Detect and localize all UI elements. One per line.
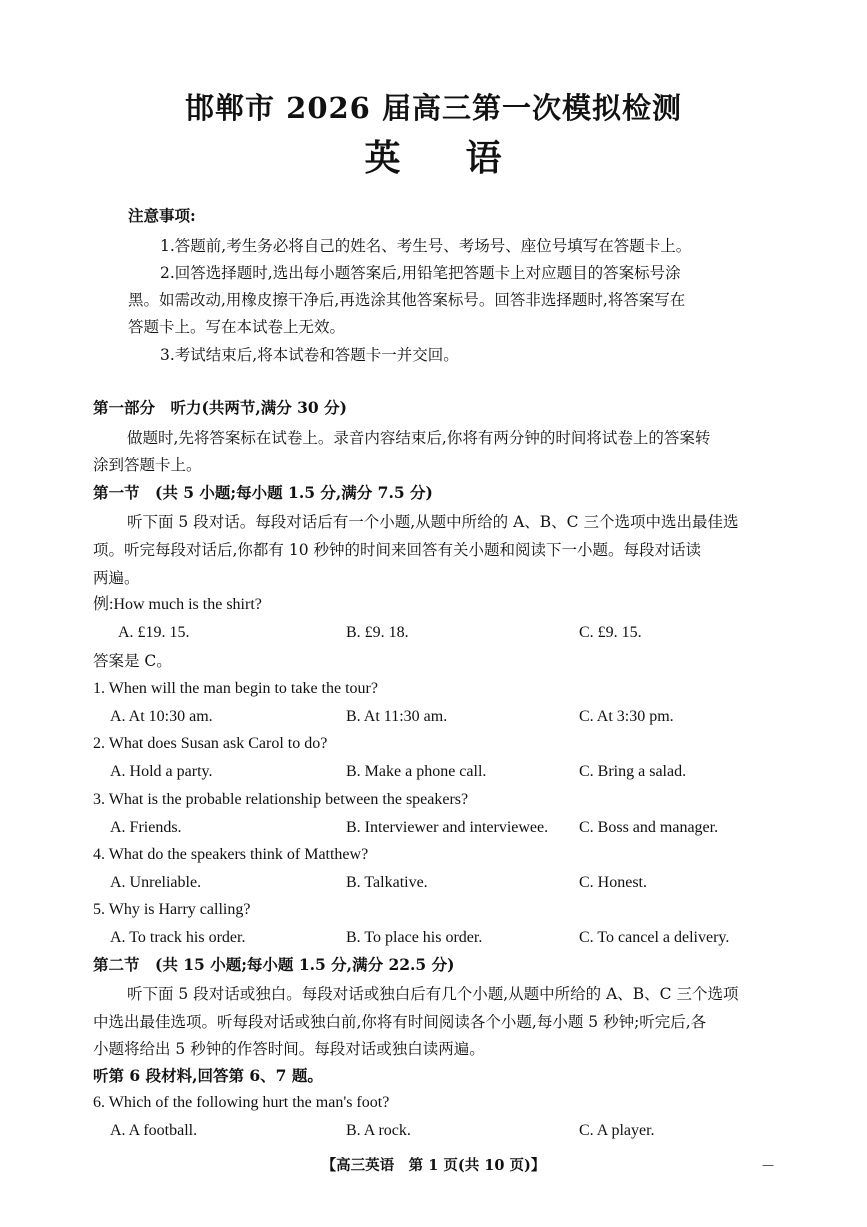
example-question: 例:How much is the shirt?: [93, 596, 262, 613]
option-c: C. Honest.: [579, 874, 647, 891]
example-answer: 答案是 C。: [93, 652, 172, 670]
option-a: A. £19. 15.: [118, 624, 190, 641]
option-a: A. Hold a party.: [110, 763, 213, 780]
section2-intro: 中选出最佳选项。听每段对话或独白前,你将有时间阅读各个小题,每小题 5 秒钟;听完后,各: [93, 1013, 707, 1031]
option-c: C. A player.: [579, 1122, 655, 1139]
corner-mark: —: [762, 1158, 774, 1172]
option-c: C. To cancel a delivery.: [579, 929, 730, 946]
option-b: B. Talkative.: [346, 874, 428, 891]
option-c: C. At 3:30 pm.: [579, 708, 674, 725]
notice-line: 答题卡上。写在本试卷上无效。: [128, 318, 346, 336]
option-b: B. To place his order.: [346, 929, 483, 946]
option-b: B. £9. 18.: [346, 624, 409, 641]
option-a: A. To track his order.: [110, 929, 246, 946]
option-b: B. Make a phone call.: [346, 763, 487, 780]
question-5: 5. Why is Harry calling?: [93, 901, 251, 918]
option-b: B. At 11:30 am.: [346, 708, 448, 725]
question-3: 3. What is the probable relationship between the speakers?: [93, 791, 469, 808]
notice-line: 1.答题前,考生务必将自己的姓名、考生号、考场号、座位号填写在答题卡上。: [160, 237, 692, 255]
section2-heading: 第二节 (共 15 小题;每小题 1.5 分,满分 22.5 分): [93, 955, 455, 974]
option-a: A. Unreliable.: [110, 874, 202, 891]
question-2: 2. What does Susan ask Carol to do?: [93, 735, 328, 752]
subject-char-1: 英: [364, 137, 402, 179]
question-4: 4. What do the speakers think of Matthew?: [93, 846, 369, 863]
notice-line: 3.考试结束后,将本试卷和答题卡一并交回。: [160, 346, 459, 364]
section2-intro: 听下面 5 段对话或独白。每段对话或独白后有几个小题,从题中所给的 A、B、C 三个选项: [127, 985, 739, 1003]
part1-intro: 涂到答题卡上。: [93, 456, 202, 474]
option-c: C. Bring a salad.: [579, 763, 687, 780]
option-a: A. A football.: [110, 1122, 198, 1139]
section1-intro: 项。听完每段对话后,你都有 10 秒钟的时间来回答有关小题和阅读下一小题。每段对话读: [93, 541, 702, 559]
option-b: B. Interviewer and interviewee.: [346, 819, 549, 836]
exam-title: 邯郸市 2026 届高三第一次模拟检测: [185, 91, 682, 125]
notice-line: 2.回答选择题时,选出每小题答案后,用铅笔把答题卡上对应题目的答案标号涂: [160, 264, 681, 282]
question-6: 6. Which of the following hurt the man's foot?: [93, 1094, 390, 1111]
option-b: B. A rock.: [346, 1122, 411, 1139]
subject-char-2: 语: [465, 137, 503, 179]
option-a: A. Friends.: [110, 819, 182, 836]
section2-intro: 小题将给出 5 秒钟的作答时间。每段对话或独白读两遍。: [93, 1040, 485, 1058]
notice-heading: 注意事项:: [128, 206, 196, 225]
section1-intro: 听下面 5 段对话。每段对话后有一个小题,从题中所给的 A、B、C 三个选项中选出最佳选: [127, 513, 739, 531]
part1-heading: 第一部分 听力(共两节,满分 30 分): [93, 398, 347, 417]
option-c: C. £9. 15.: [579, 624, 642, 641]
subject-title: [0, 130, 867, 181]
material-instruction: 听第 6 段材料,回答第 6、7 题。: [93, 1066, 323, 1085]
section1-intro: 两遍。: [93, 569, 140, 587]
notice-line: 黑。如需改动,用橡皮擦干净后,再选涂其他答案标号。回答非选择题时,将答案写在: [128, 291, 686, 309]
option-c: C. Boss and manager.: [579, 819, 719, 836]
option-a: A. At 10:30 am.: [110, 708, 213, 725]
question-1: 1. When will the man begin to take the tour?: [93, 680, 378, 697]
page-footer: 【高三英语 第 1 页(共 10 页)】: [321, 1157, 546, 1174]
section1-heading: 第一节 (共 5 小题;每小题 1.5 分,满分 7.5 分): [93, 483, 433, 502]
part1-intro: 做题时,先将答案标在试卷上。录音内容结束后,你将有两分钟的时间将试卷上的答案转: [127, 429, 711, 447]
